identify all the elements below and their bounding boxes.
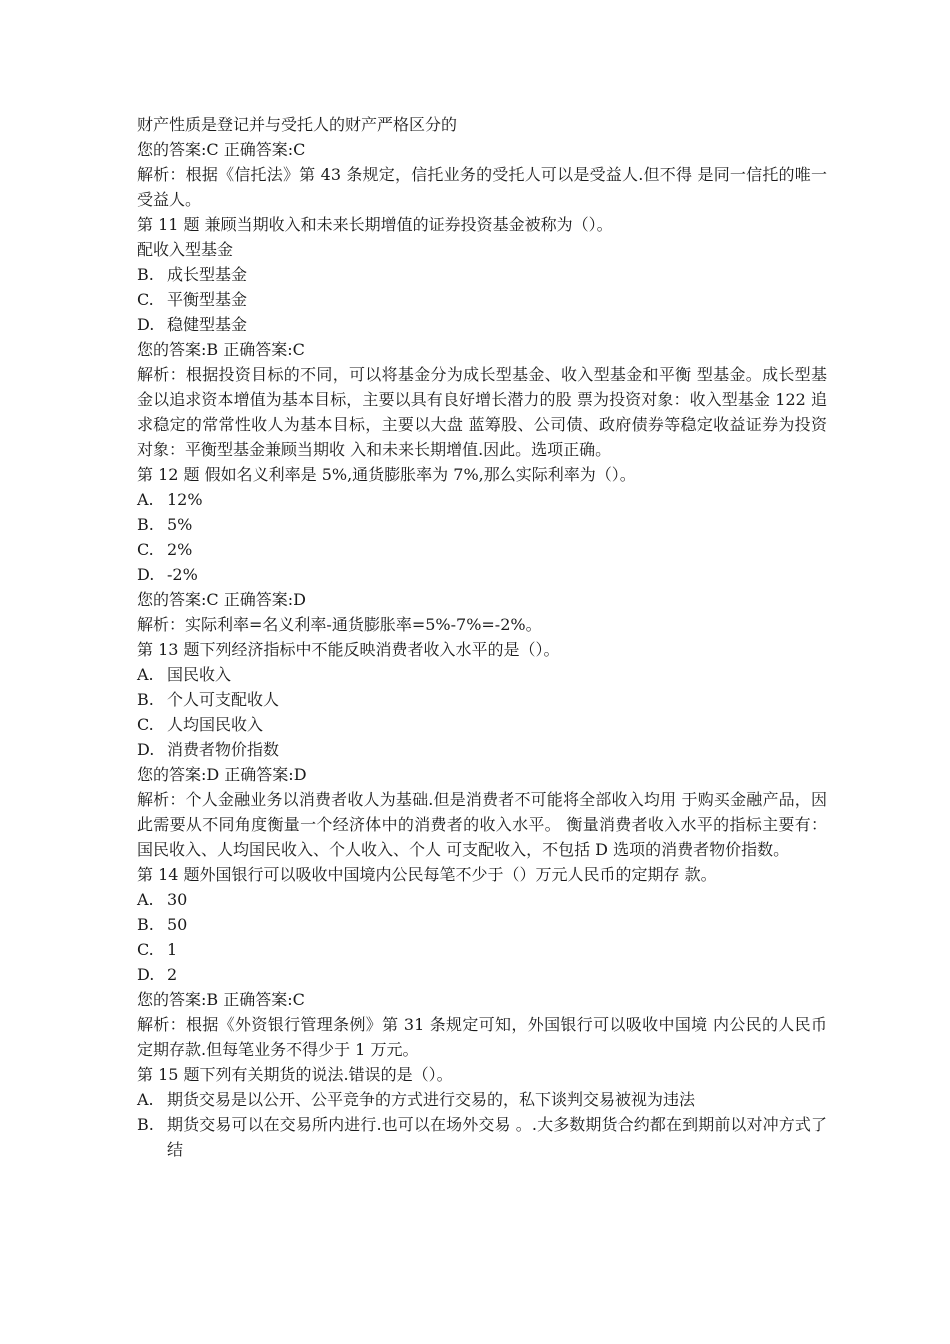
option-a: [137, 662, 827, 687]
option-key: C.: [137, 940, 154, 959]
document-body: [137, 112, 827, 1162]
option-a: [137, 887, 827, 912]
question-stem: 第 13 题下列经济指标中不能反映消费者收入水平的是（）。: [137, 640, 560, 659]
answer-line: 您的答案:C 正确答案:D: [137, 590, 306, 609]
analysis-text: 解析：实际利率=名义利率-通货膨胀率=5%-7%=-2%。: [137, 615, 542, 634]
option-key: C.: [137, 290, 154, 309]
option-key: A.: [137, 1090, 154, 1109]
question-13: [137, 637, 827, 862]
option-d: [137, 962, 827, 987]
option-key: B.: [137, 915, 154, 934]
option-text: 50: [167, 915, 188, 934]
question-14: [137, 862, 827, 1062]
option-c: [137, 287, 827, 312]
intro-answer: 您的答案:C 正确答案:C: [137, 140, 306, 159]
option-d: [137, 562, 827, 587]
option-key: A.: [137, 490, 154, 509]
option-text: 2: [167, 965, 178, 984]
option-c: [137, 712, 827, 737]
option-key: D.: [137, 315, 155, 334]
option-text: 人均国民收入: [167, 715, 264, 734]
question-lead: 配收入型基金: [137, 240, 234, 259]
option-a: [137, 487, 827, 512]
option-text: 2%: [167, 540, 193, 559]
option-text: 稳健型基金: [167, 315, 248, 334]
question-stem: 第 11 题 兼顾当期收入和未来长期增值的证券投资基金被称为（）。: [137, 215, 613, 234]
option-d: [137, 737, 827, 762]
option-text: 期货交易可以在交易所内进行.也可以在场外交易 。.大多数期货合约都在到期前以对冲方式了结: [167, 1115, 827, 1159]
option-text: -2%: [167, 565, 198, 584]
option-text: 期货交易是以公开、公平竞争的方式进行交易的，私下谈判交易被视为违法: [167, 1090, 696, 1109]
option-text: 国民收入: [167, 665, 232, 684]
answer-line: 您的答案:D 正确答案:D: [137, 765, 307, 784]
question-12: [137, 462, 827, 637]
option-key: D.: [137, 965, 155, 984]
option-b: [137, 687, 827, 712]
option-key: B.: [137, 265, 154, 284]
option-b: [137, 912, 827, 937]
question-stem: 第 14 题外国银行可以吸收中国境内公民每笔不少于（）万元人民币的定期存 款。: [137, 865, 717, 884]
option-key: B.: [137, 1115, 154, 1134]
option-b: [137, 262, 827, 287]
option-b: [137, 1112, 827, 1162]
option-b: [137, 512, 827, 537]
option-text: 12%: [167, 490, 203, 509]
option-text: 平衡型基金: [167, 290, 248, 309]
option-text: 1: [167, 940, 178, 959]
option-text: 个人可支配收人: [167, 690, 280, 709]
option-a: [137, 1087, 827, 1112]
option-c: [137, 537, 827, 562]
option-key: B.: [137, 690, 154, 709]
option-text: 消费者物价指数: [167, 740, 280, 759]
option-c: [137, 937, 827, 962]
option-key: A.: [137, 890, 154, 909]
intro-line: 财产性质是登记并与受托人的财产严格区分的: [137, 115, 458, 134]
analysis-text: 解析：根据投资目标的不同，可以将基金分为成长型基金、收入型基金和平衡 型基金。成长型基金以追求资本增值为基本目标，主要以具有良好增长潜力的股 票为投资对象：收入型基金 122 追求稳定的常常性收人为基本目标，主要以大盘 蓝筹股、公司债、政府债券等稳定收益证券为投资对象：平衡型基金兼顾当期收 入和未来长期增值.因此。选项正确。: [137, 365, 827, 459]
question-15: [137, 1062, 827, 1162]
option-text: 成长型基金: [167, 265, 248, 284]
option-text: 30: [167, 890, 188, 909]
intro-analysis: 解析：根据《信托法》第 43 条规定，信托业务的受托人可以是受益人.但不得 是同一信托的唯一受益人。: [137, 165, 827, 209]
question-11: [137, 212, 827, 462]
option-key: B.: [137, 515, 154, 534]
question-stem: 第 15 题下列有关期货的说法.错误的是（）。: [137, 1065, 453, 1084]
answer-line: 您的答案:B 正确答案:C: [137, 990, 305, 1009]
analysis-text: 解析：根据《外资银行管理条例》第 31 条规定可知，外国银行可以吸收中国境 内公民的人民币定期存款.但每笔业务不得少于 1 万元。: [137, 1015, 827, 1059]
option-d: [137, 312, 827, 337]
option-text: 5%: [167, 515, 193, 534]
option-key: A.: [137, 665, 154, 684]
option-key: D.: [137, 740, 155, 759]
answer-line: 您的答案:B 正确答案:C: [137, 340, 305, 359]
analysis-text: 解析：个人金融业务以消费者收人为基础.但是消费者不可能将全部收入均用 于购买金融产品，因此需要从不同角度衡量一个经济体中的消费者的收入水平。 衡量消费者收入水平的指标主要有：国民收入、人均国民收入、个人收入、个人 可支配收入，不包括 D 选项的消费者物价指数。: [137, 790, 827, 859]
option-key: D.: [137, 565, 155, 584]
question-stem: 第 12 题 假如名义利率是 5%,通货膨胀率为 7%,那么实际利率为（）。: [137, 465, 636, 484]
option-key: C.: [137, 715, 154, 734]
option-key: C.: [137, 540, 154, 559]
